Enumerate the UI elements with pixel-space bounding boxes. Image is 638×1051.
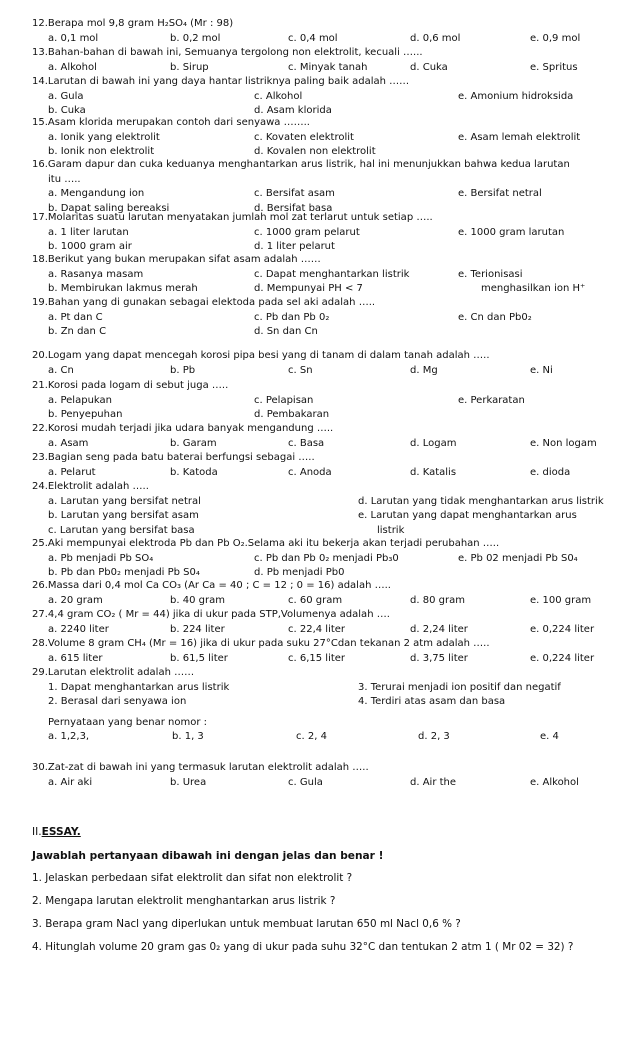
answer-option: c. 60 gram — [288, 594, 343, 606]
answer-option: b. 0,2 mol — [170, 32, 221, 44]
answer-option: c. 1000 gram pelarut — [254, 226, 360, 238]
question-text: Massa dari 0,4 mol Ca CO₃ (Ar Ca = 40 ; C = 12 ; 0 = 16) adalah ….. — [47, 580, 391, 591]
question-stem — [32, 350, 490, 362]
question-number: 29. — [32, 667, 48, 678]
answer-option: b. 40 gram — [170, 594, 225, 606]
answer-option: 4. Terdiri atas asam dan basa — [358, 696, 506, 707]
answer-option: d. Logam — [410, 437, 457, 449]
question-number: 21. — [32, 380, 48, 391]
answer-option: b. 224 liter — [170, 623, 225, 635]
answer-option: c. Basa — [288, 437, 325, 449]
question-text: Bahan yang di gunakan sebagai elektoda pada sel aki adalah ….. — [47, 297, 376, 308]
answer-option: c. Gula — [288, 776, 323, 788]
answer-option: a. 20 gram — [48, 594, 103, 606]
answer-option: e. 1000 gram larutan — [458, 226, 565, 238]
question-stem — [32, 254, 321, 266]
question-stem — [32, 762, 369, 774]
question-text: Volume 8 gram CH₄ (Mr = 16) jika di ukur pada suku 27°Cdan tekanan 2 atm adalah ….. — [47, 638, 490, 649]
question-number: 27. — [32, 609, 48, 620]
question-stem — [32, 638, 490, 650]
answer-option: b. Pb — [170, 364, 196, 376]
answer-option: a. 1,2,3, — [48, 731, 90, 742]
question-number: 20. — [32, 350, 48, 361]
answer-option: c. Dapat menghantarkan listrik — [254, 268, 410, 280]
answer-option: a. Cn — [48, 364, 74, 376]
essay-question-4: 4. Hitunglah volume 20 gram gas 0₂ yang di ukur pada suhu 32°C dan tentukan 2 atm 1 ( Mr 02 = 32) ? — [32, 941, 574, 953]
answer-option: a. 0,1 mol — [48, 32, 99, 44]
answer-option: e. Spritus — [530, 61, 578, 73]
answer-option: c. 6,15 liter — [288, 652, 346, 664]
question-text: Logam yang dapat mencegah korosi pipa besi yang di tanam di dalam tanah adalah ….. — [47, 350, 490, 361]
question-stem — [32, 159, 570, 171]
answer-option: c. Minyak tanah — [288, 61, 368, 73]
answer-option: 1. Dapat menghantarkan arus listrik — [48, 681, 230, 693]
question-text: Berikut yang bukan merupakan sifat asam adalah …… — [47, 254, 321, 265]
answer-option: e. Pb 02 menjadi Pb S0₄ — [458, 552, 578, 564]
question-number: 16. — [32, 159, 48, 170]
answer-option: a. Pelarut — [48, 466, 96, 478]
answer-option: d. Cuka — [410, 61, 448, 73]
answer-option: a. Pelapukan — [48, 394, 112, 406]
answer-option: d. Larutan yang tidak menghantarkan arus listrik — [358, 495, 604, 507]
answer-option: e. Terionisasi — [458, 268, 523, 280]
question-stem — [32, 297, 375, 309]
answer-option: a. Alkohol — [48, 61, 97, 73]
question-number: 14. — [32, 76, 48, 87]
answer-option: e. 4 — [540, 731, 559, 742]
answer-option: b. Katoda — [170, 466, 218, 478]
answer-option: d. Kovalen non elektrolit — [254, 146, 376, 157]
question-stem — [32, 538, 499, 550]
answer-option: e. 0,9 mol — [530, 32, 581, 44]
answer-option: b. 1000 gram air — [48, 241, 132, 252]
question-number: 28. — [32, 638, 48, 649]
question-stem — [32, 452, 315, 464]
answer-option: c. Pb dan Pb 0₂ — [254, 311, 330, 323]
question-text: Larutan elektrolit adalah …… — [47, 667, 195, 678]
essay-question-1: 1. Jelaskan perbedaan sifat elektrolit dan sifat non elektrolit ? — [32, 872, 353, 884]
answer-option: d. Mempunyai PH < 7 — [254, 283, 363, 294]
answer-option: a. Rasanya masam — [48, 268, 144, 280]
answer-option: d. 80 gram — [410, 594, 465, 606]
answer-option: c. Sn — [288, 364, 313, 376]
question-stem — [32, 609, 390, 621]
answer-option: d. 0,6 mol — [410, 32, 461, 44]
answer-option: b. Membirukan lakmus merah — [48, 283, 198, 294]
essay-instruction: Jawablah pertanyaan dibawah ini dengan jelas dan benar ! — [32, 850, 384, 862]
answer-option: b. 1, 3 — [172, 731, 204, 742]
question-stem — [32, 481, 149, 493]
question-number: 19. — [32, 297, 48, 308]
question-number: 18. — [32, 254, 48, 265]
question-number: 30. — [32, 762, 48, 773]
answer-option: c. Alkohol — [254, 90, 303, 102]
question-stem — [32, 380, 228, 392]
answer-option: listrik — [377, 524, 405, 536]
essay-question-2: 2. Mengapa larutan elektrolit menghantarkan arus listrik ? — [32, 895, 336, 907]
answer-option: e. dioda — [530, 466, 571, 478]
answer-option: c. 2, 4 — [296, 731, 327, 742]
answer-option: a. Pb menjadi Pb SO₄ — [48, 552, 154, 564]
answer-option: b. Cuka — [48, 105, 86, 116]
answer-option: e. Perkaratan — [458, 394, 525, 406]
answer-option: c. Kovaten elektrolit — [254, 131, 354, 143]
essay-section-heading — [32, 826, 81, 838]
answer-option: b. Dapat saling bereaksi — [48, 202, 170, 214]
answer-option: d. Katalis — [410, 466, 457, 478]
question-number: 24. — [32, 481, 48, 492]
answer-option: e. Cn dan Pb0₂ — [458, 311, 532, 323]
question-stem: itu ….. — [48, 173, 81, 185]
answer-option: e. 0,224 liter — [530, 623, 595, 635]
answer-option: b. Sirup — [170, 61, 209, 73]
answer-option: b. Ionik non elektrolit — [48, 146, 155, 157]
answer-option: d. Pb menjadi Pb0 — [254, 567, 345, 578]
answer-option: c. 0,4 mol — [288, 32, 338, 44]
answer-option: d. Asam klorida — [254, 105, 332, 116]
question-text: Larutan di bawah ini yang daya hantar listriknya paling baik adalah …… — [47, 76, 410, 87]
question-text: Aki mempunyai elektroda Pb dan Pb O₂.Selama aki itu bekerja akan terjadi perubahan ….. — [47, 538, 500, 549]
question-stem — [32, 117, 310, 129]
answer-option: a. Gula — [48, 90, 84, 102]
question-stem — [32, 212, 433, 224]
answer-option: d. Air the — [410, 776, 457, 788]
essay-question-3: 3. Berapa gram Nacl yang diperlukan untuk membuat larutan 650 ml Nacl 0,6 % ? — [32, 918, 461, 930]
question-number: 12. — [32, 18, 48, 29]
question-text: Garam dapur dan cuka keduanya menghantarkan arus listrik, hal ini menunjukkan bahwa kedua larutan — [47, 159, 570, 170]
question-text: Berapa mol 9,8 gram H₂SO₄ (Mr : 98) — [47, 18, 234, 29]
question-number: 22. — [32, 423, 48, 434]
answer-option: d. 1 liter pelarut — [254, 241, 335, 252]
answer-option: d. 2,24 liter — [410, 623, 468, 635]
answer-option: c. Larutan yang bersifat basa — [48, 524, 195, 536]
answer-option: b. Penyepuhan — [48, 409, 123, 420]
answer-option: c. Pb dan Pb 0₂ menjadi Pb₃0 — [254, 552, 399, 564]
question-number: 25. — [32, 538, 48, 549]
question-number: 17. — [32, 212, 48, 223]
answer-option: e. 100 gram — [530, 594, 592, 606]
answer-option: b. 61,5 liter — [170, 652, 228, 664]
question-number: 15. — [32, 117, 48, 128]
question-stem — [32, 47, 423, 59]
answer-option: a. Ionik yang elektrolit — [48, 131, 160, 143]
question-number: 26. — [32, 580, 48, 591]
answer-option: e. Larutan yang dapat menghantarkan arus — [358, 510, 577, 521]
answer-option: e. Alkohol — [530, 776, 579, 788]
answer-option: a. Mengandung ion — [48, 188, 145, 199]
question-text: Zat-zat di bawah ini yang termasuk larutan elektrolit adalah ….. — [47, 762, 369, 773]
question-text: Korosi pada logam di sebut juga ….. — [47, 380, 229, 391]
question-text: Bagian seng pada batu baterai berfungsi sebagai ….. — [47, 452, 315, 463]
answer-option: e. 0,224 liter — [530, 652, 595, 664]
answer-option: e. Non logam — [530, 437, 597, 449]
answer-option: a. 1 liter larutan — [48, 226, 129, 238]
answer-option: a. Asam — [48, 437, 89, 449]
question-stem — [32, 580, 391, 592]
answer-option: Pernyataan yang benar nomor : — [48, 716, 207, 728]
answer-option: d. Pembakaran — [254, 409, 330, 420]
question-stem — [32, 76, 409, 88]
answer-option: e. Ni — [530, 364, 553, 376]
question-text: 4,4 gram CO₂ ( Mr = 44) jika di ukur pada STP,Volumenya adalah …. — [47, 609, 390, 620]
answer-option: menghasilkan ion H⁺ — [481, 283, 586, 294]
answer-option: 3. Terurai menjadi ion positif dan negatif — [358, 681, 561, 693]
question-text: Bahan-bahan di bawah ini, Semuanya tergolong non elektrolit, kecuali …... — [47, 47, 423, 58]
answer-option: d. 2, 3 — [418, 731, 450, 742]
answer-option: d. Mg — [410, 364, 438, 376]
answer-option: b. Pb dan Pb0₂ menjadi Pb S0₄ — [48, 567, 200, 578]
question-text: Molaritas suatu larutan menyatakan jumlah mol zat terlarut untuk setiap ….. — [47, 212, 433, 223]
question-stem — [32, 667, 194, 679]
answer-option: b. Larutan yang bersifat asam — [48, 510, 199, 521]
answer-option: b. Urea — [170, 776, 207, 788]
answer-option: e. Amonium hidroksida — [458, 90, 574, 102]
question-number: 13. — [32, 47, 48, 58]
question-stem — [32, 18, 233, 30]
section-number: II. — [32, 826, 42, 838]
answer-option: d. Bersifat basa — [254, 202, 333, 214]
answer-option: a. Larutan yang bersifat netral — [48, 495, 201, 507]
answer-option: d. Sn dan Cn — [254, 326, 318, 337]
question-text: Korosi mudah terjadi jika udara banyak mengandung ….. — [47, 423, 334, 434]
answer-option: c. 22,4 liter — [288, 623, 346, 635]
answer-option: c. Pelapisan — [254, 394, 314, 406]
question-number: 23. — [32, 452, 48, 463]
answer-option: a. 615 liter — [48, 652, 103, 664]
answer-option: a. 2240 liter — [48, 623, 109, 635]
answer-option: c. Bersifat asam — [254, 188, 335, 199]
section-title: ESSAY. — [41, 826, 81, 838]
question-stem — [32, 423, 333, 435]
answer-option: a. Air aki — [48, 776, 93, 788]
question-text: Elektrolit adalah ….. — [47, 481, 149, 492]
answer-option: d. 3,75 liter — [410, 652, 468, 664]
question-text: Asam klorida merupakan contoh dari senyawa …….. — [47, 117, 310, 128]
answer-option: 2. Berasal dari senyawa ion — [48, 696, 187, 707]
answer-option: e. Asam lemah elektrolit — [458, 131, 581, 143]
answer-option: a. Pt dan C — [48, 311, 103, 323]
answer-option: e. Bersifat netral — [458, 188, 542, 199]
answer-option: b. Zn dan C — [48, 326, 107, 337]
answer-option: c. Anoda — [288, 466, 332, 478]
answer-option: b. Garam — [170, 437, 217, 449]
